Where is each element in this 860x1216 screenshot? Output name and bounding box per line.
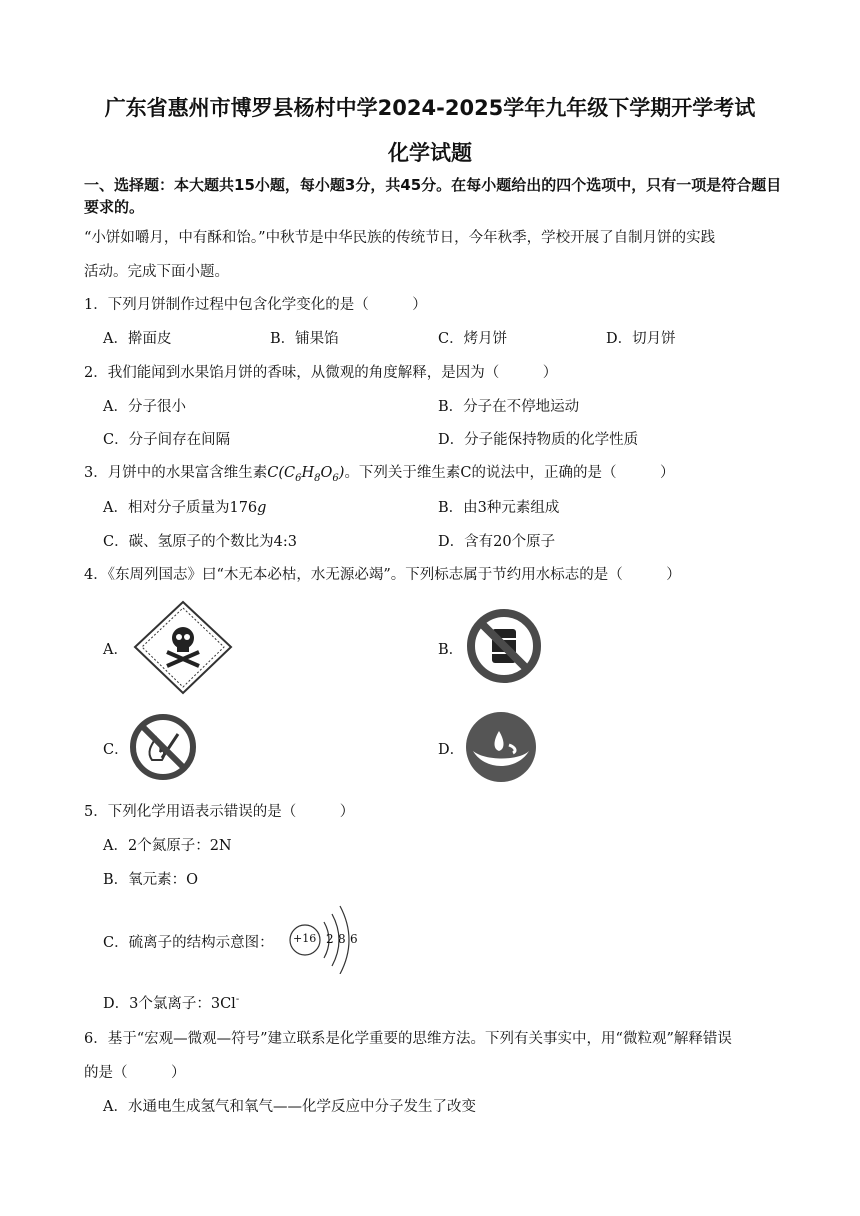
q3-stem-pre: 3．月饼中的水果富含维生素 (84, 465, 268, 481)
nucleus-label: +16 (293, 932, 317, 945)
q3-stem (84, 461, 675, 484)
q6-option-a: A．水通电生成氢气和氧气——化学反应中分子发生了改变 (103, 1099, 476, 1115)
q5-stem: 5．下列化学用语表示错误的是（ ） (84, 804, 355, 820)
q2-option-d: D．分子能保持物质的化学性质 (438, 432, 639, 448)
sub-6b: 6 (332, 472, 339, 484)
q3-option-d: D．含有20个原子 (438, 534, 556, 550)
q3-formula (267, 465, 345, 484)
q3-a-text: A．相对分子质量为176 (103, 500, 258, 516)
formula-c: C(C (267, 465, 296, 481)
formula-close: ) (338, 465, 345, 481)
q3-stem-post: 。下列关于维生素C的说法中，正确的是（ ） (344, 465, 675, 481)
sub-8: 8 (314, 472, 321, 484)
q4-option-b: B． (438, 642, 464, 658)
q2-option-c: C．分子间存在间隔 (103, 432, 231, 448)
q4-option-a: A． (103, 642, 128, 658)
water-saving-icon (465, 711, 537, 783)
q1-option-b: B．铺果馅 (270, 331, 339, 347)
section-heading: 一、选择题：本大题共15小题，每小题3分，共45分。在每小题给出的四个选项中，只有一项是符合题目要求的。 (84, 176, 782, 216)
q5-option-d (103, 992, 239, 1013)
q2-stem: 2．我们能闻到水果馅月饼的香味，从微观的角度解释，是因为（ ） (84, 365, 558, 381)
q5-option-b: B．氧元素：O (103, 872, 199, 888)
sub-6a: 6 (295, 472, 302, 484)
shell-1: 2 (326, 932, 334, 946)
q4-option-c: C． (103, 742, 129, 758)
q6-stem-line-2: 的是（ ） (84, 1065, 186, 1081)
formula-o: O (320, 465, 333, 481)
title-line-2: 化学试题 (388, 141, 472, 165)
toxic-diamond-icon (133, 600, 233, 695)
q5-d-sup: - (235, 994, 240, 1006)
shell-3: 6 (350, 932, 358, 946)
q4-stem: 4．《东周列国志》曰“木无本必枯，水无源必竭”。下列标志属于节约用水标志的是（ ） (84, 567, 681, 583)
no-fire-icon (128, 712, 198, 782)
q3-option-b: B．由3种元素组成 (438, 500, 560, 516)
q2-option-b: B．分子在不停地运动 (438, 399, 580, 415)
q1-option-a: A．擀面皮 (103, 331, 172, 347)
intro-line-1: “小饼如嚼月，中有酥和饴。”中秋节是中华民族的传统节日，今年秋季，学校开展了自制月饼的实践 (84, 230, 716, 246)
q5-option-c: C．硫离子的结构示意图： (103, 935, 274, 951)
shell-2: 8 (338, 932, 346, 946)
q6-stem-line-1: 6．基于“宏观—微观—符号”建立联系是化学重要的思维方法。下列有关事实中，用“微粒观”解释错误 (84, 1031, 732, 1047)
title-line-1: 广东省惠州市博罗县杨村中学2024-2025学年九年级下学期开学考试 (104, 96, 756, 120)
sulfur-ion-diagram (286, 904, 366, 974)
q1-option-d: D．切月饼 (606, 331, 676, 347)
q4-option-d: D． (438, 742, 465, 758)
q5-d-text: D．3个氯离子：3Cl (103, 996, 236, 1012)
q5-option-a: A．2个氮原子：2N (103, 838, 232, 854)
q3-a-unit: g (257, 500, 267, 516)
formula-h: H (301, 465, 315, 481)
intro-line-2: 活动。完成下面小题。 (84, 264, 229, 280)
q1-stem: 1．下列月饼制作过程中包含化学变化的是（ ） (84, 297, 427, 313)
q3-option-c: C．碳、氢原子的个数比为4:3 (103, 534, 297, 550)
q3-option-a (103, 496, 266, 517)
q2-option-a: A．分子很小 (103, 399, 186, 415)
q1-option-c: C．烤月饼 (438, 331, 508, 347)
no-barrel-icon (465, 607, 543, 685)
